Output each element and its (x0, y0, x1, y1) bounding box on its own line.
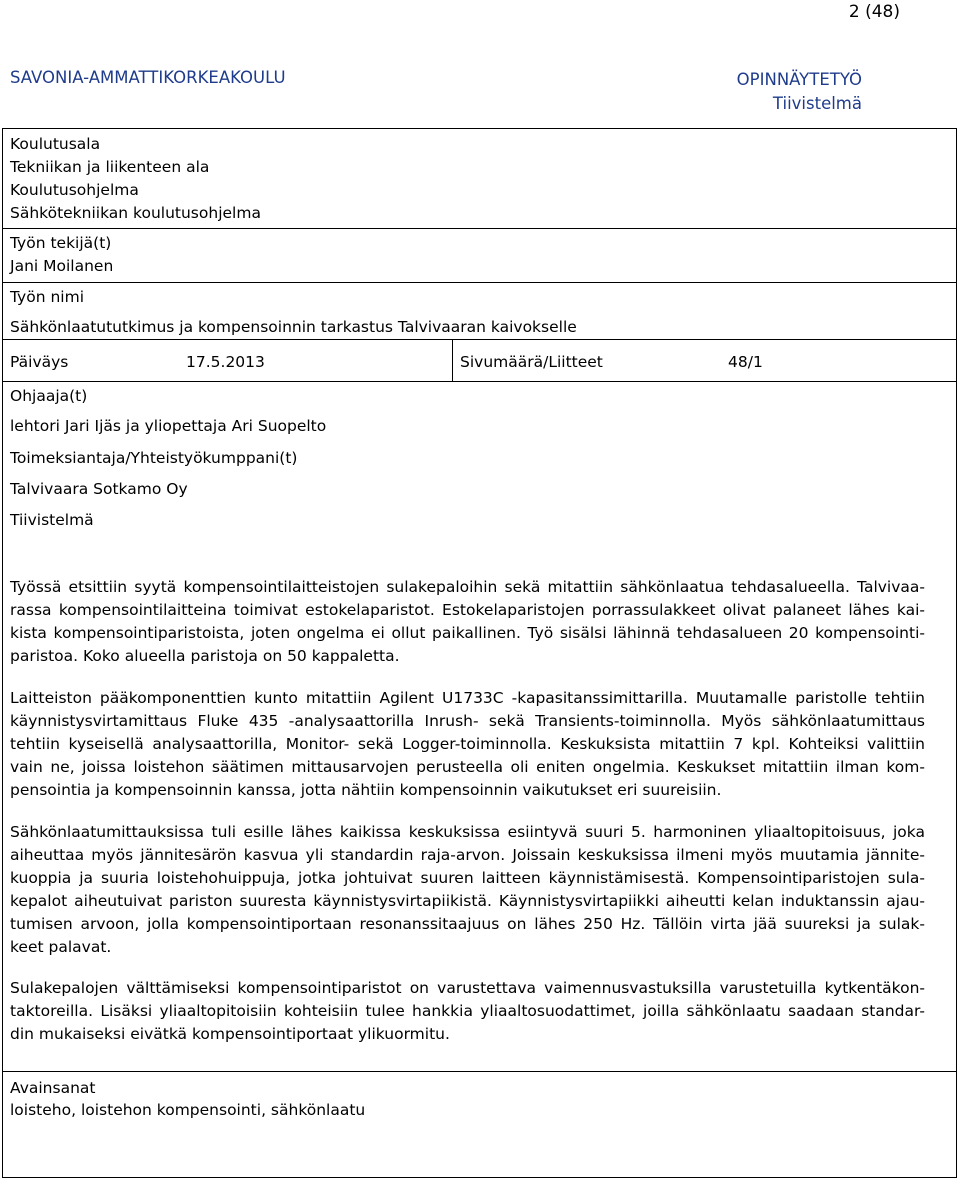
author-value: Jani Moilanen (10, 257, 114, 275)
page-number: 2 (48) (848, 2, 900, 22)
abstract-p3-line: tumisen arvoon, jolla kompensointiportaan resonanssitaajuus on lähes 250 Hz. Tällöin virta jää suureksi ja sulak- (10, 915, 925, 933)
abstract-p4-line: Sulakepalojen välttämiseksi kompensointiparistot on varustettava vaimennusvastuksilla varustetuilla kytkentäkon- (10, 979, 925, 997)
abstract-label: Tiivistelmä (10, 511, 94, 529)
document-subtype-label: Tiivistelmä (772, 94, 862, 113)
document-type (737, 68, 862, 116)
keywords-value: loisteho, loistehon kompensointi, sähkönlaatu (10, 1101, 366, 1119)
separator-programme (2, 228, 957, 229)
field-value: Tekniikan ja liikenteen ala (10, 158, 210, 176)
separator-date-pages (452, 339, 453, 381)
abstract-p2-line: vain ne, joissa loistehon säätimen mittausarvojen perusteella oli eniten ongelmia. Keskukset mitattiin ilman kom- (10, 758, 925, 776)
title-label: Työn nimi (10, 288, 84, 306)
client-label: Toimeksiantaja/Yhteistyökumppani(t) (10, 449, 298, 467)
date-label: Päiväys (10, 353, 69, 371)
title-value: Sähkönlaatututkimus ja kompensoinnin tarkastus Talvivaaran kaivokselle (10, 318, 577, 336)
abstract-p1-line: Työssä etsittiin syytä kompensointilaitteistojen sulakepaloihin sekä mitattiin sähkönlaatua tehdasalueella. Talvivaa- (10, 578, 925, 596)
author-label: Työn tekijä(t) (10, 234, 112, 252)
abstract-p1-line: paristoa. Koko alueella paristoja on 50 kappaletta. (10, 647, 400, 665)
abstract-p3-line: kepalot aiheutuivat pariston suuresta käynnistysvirtapiikistä. Käynnistysvirtapiikki aiheutti kelan induktanssin ajau- (10, 892, 925, 910)
pages-label: Sivumäärä/Liitteet (460, 353, 603, 371)
separator-date (2, 381, 957, 382)
abstract-p3-line: aiheuttaa myös jännitesärön kasvua yli standardin raja-arvon. Joissain keskuksissa ilmeni myös muutamia jännite- (10, 846, 925, 864)
supervisor-label: Ohjaaja(t) (10, 387, 88, 405)
programme-label: Koulutusohjelma (10, 181, 139, 199)
programme-value: Sähkötekniikan koulutusohjelma (10, 204, 261, 222)
separator-title (2, 339, 957, 340)
supervisor-value: lehtori Jari Ijäs ja yliopettaja Ari Suopelto (10, 417, 327, 435)
abstract-p2-line: tehtiin kyseisellä analysaattorilla, Monitor- sekä Logger-toiminnolla. Keskuksista mitattiin 7 kpl. Kohteiksi valittiin (10, 735, 925, 753)
field-label: Koulutusala (10, 135, 101, 153)
abstract-p3-line: kuoppia ja suuria loistehohuippuja, jotka johtuivat suuren laitteen käynnistämisestä. Kompensointiparistojen sula- (10, 869, 925, 887)
client-value: Talvivaara Sotkamo Oy (10, 480, 188, 498)
abstract-p4-line: din mukaiseksi eivätkä kompensointiportaat ylikuormitu. (10, 1025, 450, 1043)
separator-author (2, 282, 957, 283)
abstract-p1-line: kista kompensointiparistoista, joten ongelma ei ollut paikallinen. Työ sisälsi lähinnä tehdasalueen 20 kompensointi- (10, 624, 925, 642)
abstract-p2-line: Laitteiston pääkomponenttien kunto mitattiin Agilent U1733C -kapasitanssimittarilla. Muutamalle paristolle tehtiin (10, 689, 925, 707)
keywords-label: Avainsanat (10, 1079, 96, 1097)
date-value: 17.5.2013 (186, 353, 265, 371)
abstract-p2-line: pensointia ja kompensoinnin kanssa, jotta nähtiin kompensoinnin vaikutukset eri suureisiin. (10, 781, 722, 799)
separator-keywords (2, 1071, 957, 1072)
abstract-p2-line: käynnistysvirtamittaus Fluke 435 -analysaattorilla Inrush- sekä Transients-toiminnolla. Myös sähkönlaatumittaus (10, 712, 925, 730)
abstract-p3-line: Sähkönlaatumittauksissa tuli esille lähes kaikissa keskuksissa esiintyvä suuri 5. harmoninen yliaaltopitoisuus, joka (10, 823, 925, 841)
pages-value: 48/1 (728, 353, 763, 371)
abstract-p4-line: taktoreilla. Lisäksi yliaaltopitoisiin kohteisiin tulee hankkia yliaaltosuodattimet, joilla sähkönlaatu saadaan standar- (10, 1002, 925, 1020)
school-name: SAVONIA-AMMATTIKORKEAKOULU (10, 68, 286, 87)
document-type-label: OPINNÄYTETYÖ (736, 70, 862, 89)
abstract-p1-line: rassa kompensointilaitteina toimivat estokelaparistot. Estokelaparistojen porrassulakkeet olivat palaneet lähes kai- (10, 601, 925, 619)
abstract-p3-line: keet palavat. (10, 938, 112, 956)
